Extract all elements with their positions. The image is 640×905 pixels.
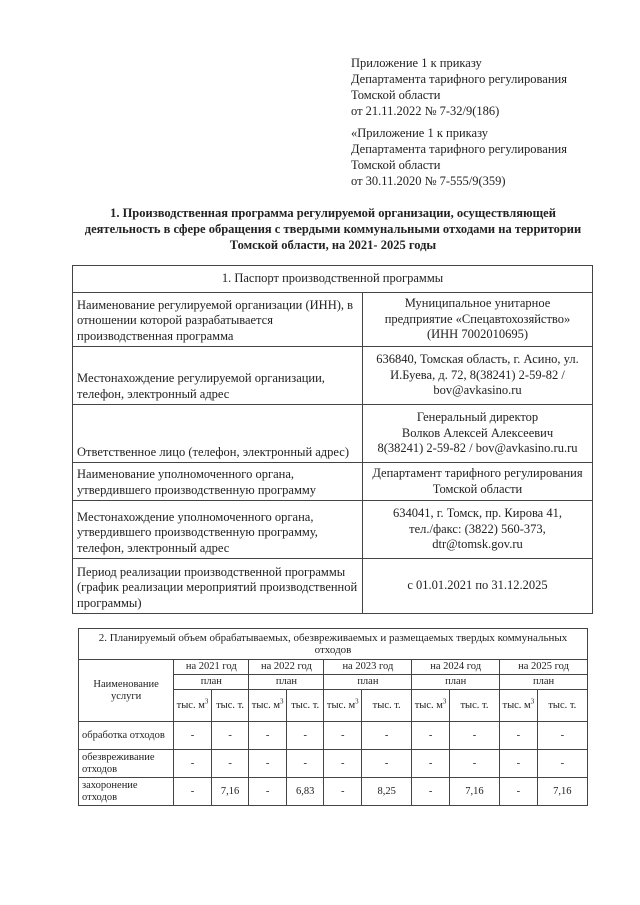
unit-header-m3 <box>249 690 287 722</box>
value-line: 636840, Томская область, г. Асино, ул. <box>376 352 579 367</box>
unit-header-m3 <box>500 690 538 722</box>
unit-label: тыс. м <box>326 699 356 711</box>
passport-label: Период реализации производственной программы (график реализации мероприятий производственной программы) <box>73 559 363 614</box>
passport-label: Наименование уполномоченного органа, утвердившего производственную программу <box>73 463 363 501</box>
unit-header-t: тыс. т. <box>286 690 324 722</box>
volume-cell: 8,25 <box>362 778 412 806</box>
table-row <box>73 501 593 559</box>
table-row <box>73 559 593 614</box>
volume-cell: - <box>286 750 324 778</box>
passport-label: Местонахождение регулируемой организации, телефон, электронный адрес <box>73 347 363 405</box>
unit-header-m3 <box>324 690 362 722</box>
volume-cell: - <box>537 750 587 778</box>
passport-label: Местонахождение уполномоченного органа, утвердившего производственную программу, телефон, электронный адрес <box>73 501 363 559</box>
plan-header: план <box>412 675 500 690</box>
volume-cell: 7,16 <box>537 778 587 806</box>
unit-header-m3 <box>412 690 450 722</box>
value-line: (ИНН 7002010695) <box>426 327 529 342</box>
unit-header-t: тыс. т. <box>537 690 587 722</box>
value-line: 634041, г. Томск, пр. Кирова 41, <box>393 506 562 521</box>
unit-superscript: 3 <box>442 697 447 705</box>
value-line: с 01.01.2021 по 31.12.2025 <box>407 578 548 593</box>
plan-header: план <box>500 675 588 690</box>
volume-cell: 7,16 <box>449 778 499 806</box>
unit-header-m3 <box>174 690 212 722</box>
volume-cell: - <box>412 778 450 806</box>
value-line: Волков Алексей Алексеевич <box>401 425 554 440</box>
year-header: на 2025 год <box>500 660 588 675</box>
unit-superscript: 3 <box>279 697 284 705</box>
header-line: от 30.11.2020 № 7-555/9(359) <box>351 174 506 188</box>
table-row <box>73 347 593 405</box>
unit-label: тыс. м <box>251 699 280 711</box>
program-title: 1. Производственная программа регулируемой организации, осуществляющей деятельность в сфере обращения с твердыми коммунальными отходами на территории Томской области, на 2021- 2025 годы <box>84 206 582 252</box>
unit-superscript: 3 <box>530 697 535 705</box>
header-line: Томской области <box>351 88 441 102</box>
year-header: на 2023 год <box>324 660 412 675</box>
value-line: 8(38241) 2-59-82 / bov@avkasino.ru.ru <box>377 441 578 456</box>
unit-header-t: тыс. т. <box>362 690 412 722</box>
passport-value <box>363 347 593 405</box>
volume-cell: - <box>449 722 499 750</box>
unit-label: тыс. м <box>176 699 205 711</box>
volume-cell: - <box>500 750 538 778</box>
header-line: Приложение 1 к приказу <box>351 56 482 70</box>
service-name: обработка отходов <box>79 722 174 750</box>
volume-cell: - <box>211 750 249 778</box>
volumes-heading: 2. Планируемый объем обрабатываемых, обезвреживаемых и размещаемых твердых коммунальных отходов <box>79 629 588 660</box>
table-row <box>73 463 593 501</box>
passport-value <box>363 501 593 559</box>
volume-cell: - <box>362 722 412 750</box>
passport-label: Ответственное лицо (телефон, электронный адрес) <box>73 405 363 463</box>
order-reference-original <box>351 125 567 189</box>
volume-cell: - <box>362 750 412 778</box>
value-line: bov@avkasino.ru <box>433 383 522 398</box>
volume-cell: - <box>286 722 324 750</box>
value-line: тел./факс: (3822) 560-373, <box>409 521 546 536</box>
volume-cell: - <box>412 750 450 778</box>
volume-cell: - <box>412 722 450 750</box>
passport-value <box>363 293 593 347</box>
value-line: Генеральный директор <box>416 410 539 425</box>
passport-label: Наименование регулируемой организации (ИНН), в отношении которой разрабатывается производственная программа <box>73 293 363 347</box>
unit-header-t: тыс. т. <box>211 690 249 722</box>
volume-cell: - <box>537 722 587 750</box>
order-reference-current <box>351 55 567 119</box>
volume-cell: - <box>500 722 538 750</box>
passport-heading: 1. Паспорт производственной программы <box>73 266 593 293</box>
header-line: Департамента тарифного регулирования <box>351 72 567 86</box>
year-header: на 2021 год <box>174 660 249 675</box>
header-line: от 21.11.2022 № 7-32/9(186) <box>351 104 500 118</box>
value-line: Томской области <box>432 481 523 496</box>
volume-cell: - <box>174 750 212 778</box>
table-row <box>79 722 588 750</box>
volume-cell: - <box>249 778 287 806</box>
header-line: Томской области <box>351 158 441 172</box>
table-row <box>79 750 588 778</box>
unit-superscript: 3 <box>355 697 359 705</box>
value-line: Муниципальное унитарное <box>404 296 551 311</box>
service-column-header: Наименование услуги <box>79 660 174 722</box>
year-header: на 2024 год <box>412 660 500 675</box>
unit-label: тыс. м <box>502 699 531 711</box>
volume-cell: - <box>174 722 212 750</box>
volume-cell: - <box>449 750 499 778</box>
passport-value <box>363 559 593 614</box>
volume-cell: - <box>500 778 538 806</box>
header-line: Департамента тарифного регулирования <box>351 142 567 156</box>
volume-cell: 6,83 <box>286 778 324 806</box>
service-name: обезвреживание отходов <box>79 750 174 778</box>
value-line: И.Буева, д. 72, 8(38241) 2-59-82 / <box>390 367 565 382</box>
plan-header: план <box>174 675 249 690</box>
passport-value <box>363 463 593 501</box>
value-line: Департамент тарифного регулирования <box>372 466 583 480</box>
plan-header: план <box>324 675 412 690</box>
plan-header: план <box>249 675 324 690</box>
volume-cell: - <box>249 722 287 750</box>
volume-cell: - <box>174 778 212 806</box>
unit-superscript: 3 <box>204 697 209 705</box>
volumes-table <box>78 628 588 806</box>
passport-value <box>363 405 593 463</box>
volume-cell: - <box>211 722 249 750</box>
header-line: «Приложение 1 к приказу <box>351 126 489 140</box>
service-name: захоронение отходов <box>79 778 174 806</box>
volume-cell: 7,16 <box>211 778 249 806</box>
table-row <box>79 778 588 806</box>
volume-cell: - <box>324 750 362 778</box>
volume-cell: - <box>249 750 287 778</box>
value-line: предприятие «Спецавтохозяйство» <box>384 311 571 326</box>
year-header: на 2022 год <box>249 660 324 675</box>
unit-label: тыс. м <box>414 699 443 711</box>
table-row <box>73 293 593 347</box>
volume-cell: - <box>324 778 362 806</box>
value-line: dtr@tomsk.gov.ru <box>432 537 523 552</box>
table-row <box>73 405 593 463</box>
unit-header-t: тыс. т. <box>449 690 499 722</box>
volume-cell: - <box>324 722 362 750</box>
passport-table <box>72 265 593 614</box>
